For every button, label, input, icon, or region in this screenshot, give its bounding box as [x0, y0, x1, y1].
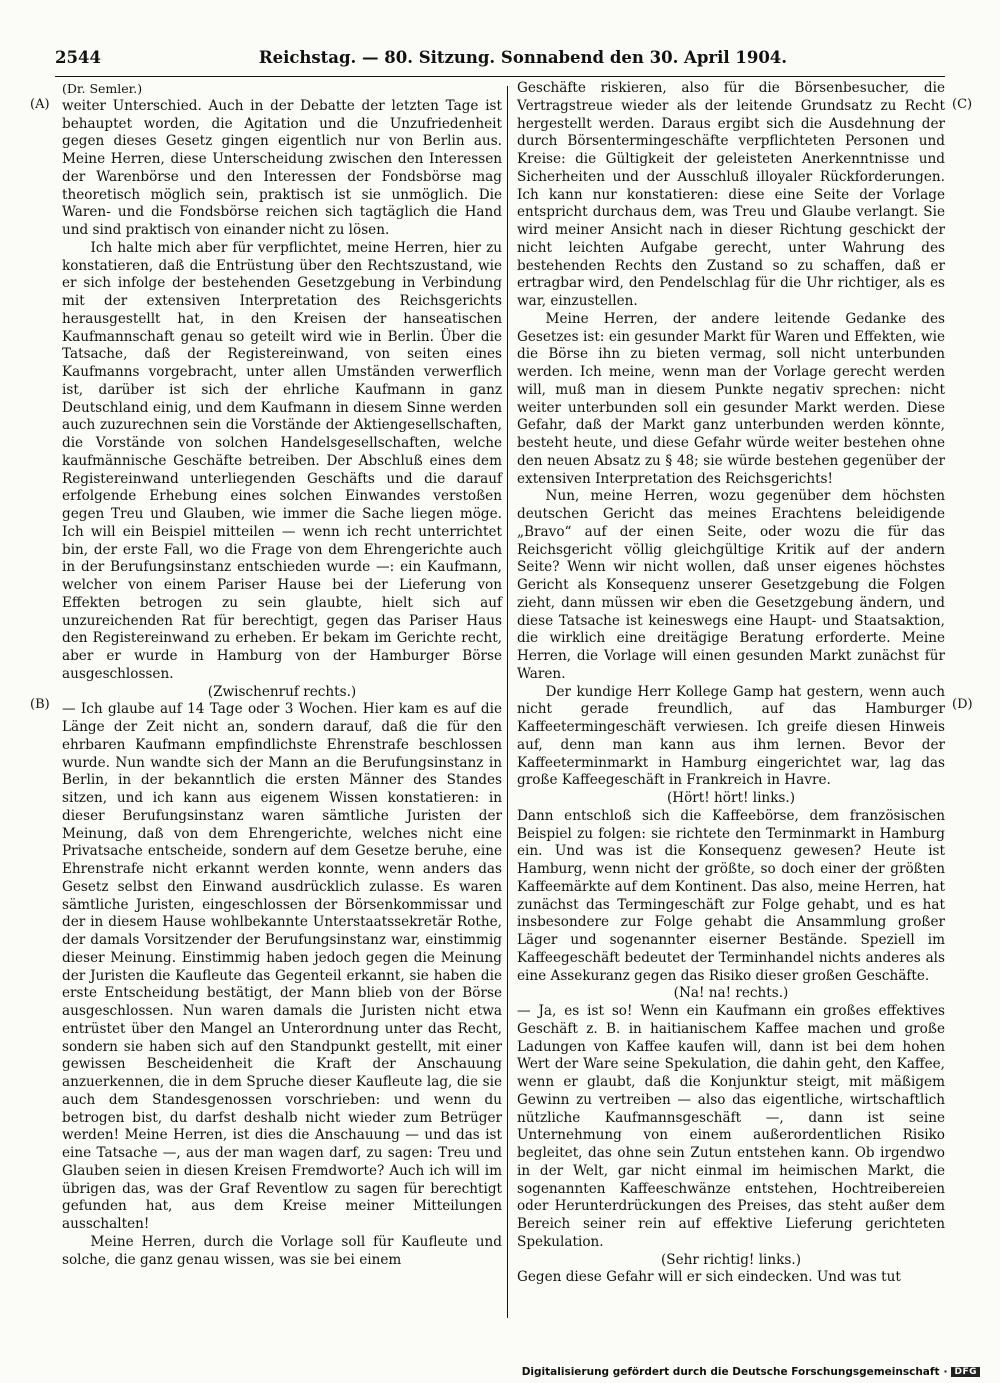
paragraph: Gegen diese Gefahr will er sich eindecken. Und was tut — [517, 1269, 901, 1286]
page-header — [55, 48, 945, 74]
paragraph: weiter Unterschied. Auch in der Debatte der letzten Tage ist behauptet worden, die Agitation und die Unzufriedenheit gegen dieses Gesetz gingen eigentlich nur von Berlin aus. Meine Herren, diese Unterscheidung zwischen den Interessen der Warenbörse und den Interessen der Fondsbörse mag theoretisch möglich sein, praktisch ist sie unmöglich. Die Waren- und die Fondsbörse reichen sich tagtäglich die Hand und sind praktisch von einander nicht zu lösen. — [62, 97, 502, 238]
footer-text: Digitalisierung gefördert durch die Deutsche Forschungsgemeinschaft — [521, 1366, 940, 1378]
paragraph: Meine Herren, der andere leitende Gedanke des Gesetzes ist: ein gesunder Markt für Waren und Effekten, wie die Börse ihn zu bieten vermag, soll nicht unterbunden werden. Ich meine, wenn man der Vorlage gerecht werden will, muß man in diesem Punkte negativ sprechen: nicht weiter unterbunden soll ein gesunder Markt werden. Diese Gefahr, daß der Markt ganz unterbunden werden könnte, besteht heute, und diese Gefahr würde weiter bestehen ohne den neuen Absatz zu § 48; sie würde bestehen gegenüber der extensiven Interpretation des Reichsgerichts! — [517, 310, 945, 487]
interjection: (Hört! hört! links.) — [666, 790, 796, 806]
right-column — [517, 80, 945, 1287]
margin-marker-c: (C) — [952, 97, 973, 112]
margin-marker-b: (B) — [30, 697, 50, 712]
margin-marker-a: (A) — [30, 97, 50, 112]
running-title: Reichstag. — 80. Sitzung. Sonnabend den 30. April 1904. — [258, 48, 788, 67]
paragraph: Geschäfte riskieren, also für die Börsenbesucher, die Vertragstreue wieder als der leitende Grundsatz zu Recht hergestellt werden. Daraus ergibt sich die Ausdehnung der durch Börsentermingeschäfte verpflichteten Personen und Kreise: die Gültigkeit der geleisteten Anerkenntnisse und Sicherheiten und der Ausschluß illoyaler Rückforderungen. Ich kann nur konstatieren: diese eine Seite der Vorlage entspricht durchaus dem, was Treu und Glaube verlangt. Sie wird meiner Ansicht nach in dieser Richtung geschickt der nicht leichten Aufgabe gerecht, unter Wahrung des bestehenden Rechts den Zustand so zu schaffen, daß er ertragbar wird, den Pendelschlag für die Uhr richtiger, als es war, einzustellen. — [517, 80, 945, 309]
interjection: (Na! na! rechts.) — [673, 985, 789, 1002]
interjection: (Sehr richtig! links.) — [660, 1251, 802, 1268]
header-rule — [55, 76, 945, 77]
paragraph: Dann entschloß sich die Kaffeebörse, dem französischen Beispiel zu folgen: sie richtete den Terminmarkt in Hamburg ein. Und was ist die Konsequenz gewesen? Heute ist Hamburg, wenn nicht der größte, so doch einer der größten Kaffeemärkte auf dem Kontinent. Das also, meine Herren, hat zunächst das Termingeschäft zur Folge gehabt, und es hat insbesondere zur Folge gehabt die Ansammlung großer Läger und sogenannter eiserner Bestände. Speziell im Kaffeegeschäft bedeutet der Terminhandel nichts anderes als eine Assekuranz gegen das Risiko dieser großen Geschäfte. — [517, 807, 945, 984]
column-divider — [507, 86, 508, 1318]
digitization-footer: Digitalisierung gefördert durch die Deutsche Forschungsgemeinschaft · DFG — [522, 1366, 980, 1378]
page-number: 2544 — [55, 48, 101, 67]
margin-marker-d: (D) — [952, 697, 973, 712]
paragraph: Nun, meine Herren, wozu gegenüber dem höchsten deutschen Gericht das meines Erachtens beleidigende „Bravo“ auf der einen Seite, oder wozu die für das Reichsgericht völlig gleichgültige Kritik auf der andern Seite? Wenn wir nicht wollen, daß unser eigenes höchstes Gericht als Konsequenz unserer Gesetzgebung die Folgen zieht, dann müssen wir eben die Gesetzgebung ändern, und diese Tatsache ist keineswegs eine Haupt- und Staatsaktion, die wirklich eine dreitägige Beratung erforderte. Meine Herren, die Vorlage will einen gesunden Markt zunächst für Waren. — [517, 488, 945, 682]
paragraph: Ich halte mich aber für verpflichtet, meine Herren, hier zu konstatieren, daß die Entrüstung über den Rechtszustand, wie er sich infolge der bestehenden Gesetzgebung in Verbindung mit der extensiven Interpretation des Reichsgerichts herausgestellt hat, in den Kreisen der hanseatischen Kaufmannschaft genau so geteilt wird wie in Berlin. Über die Tatsache, daß der Registereinwand, von seiten eines Kaufmanns vorgebracht, unter allen Umständen verwerflich ist, darüber ist sich der ehrliche Kaufmann in ganz Deutschland einig, und dem Kaufmann in diesem Sinne werden auch zuzurechnen sein die Vorstände der Aktiengesellschaften, die Vorstände von solchen Handelsgesellschaften, welche kaufmännische Geschäfte betreiben. Der Abschluß eines dem Registereinwand unterliegenden Geschäfts und die darauf erfolgende Erhebung eines solchen Einwandes verstoßen gegen Treu und Glauben, wie immer die Sache liegen möge. Ich will ein Beispiel mitteilen — wenn ich recht unterrichtet bin, der erste Fall, wo die Frage von dem Ehrengerichte auch in der Berufungsinstanz entschieden wurde —: ein Kaufmann, welcher von einem Pariser Hause bei der Lieferung von Effekten betrogen zu sein glaubte, hielt sich auf unzureichenden Rat für berechtigt, gegen das Pariser Haus den Registereinwand zu erheben. Er bekam im Gerichte recht, aber er wurde in Hamburg von der Hamburger Börse ausgeschlossen. — [62, 239, 502, 682]
paragraph: — Ja, es ist so! Wenn ein Kaufmann ein großes effektives Geschäft z. B. in haitianischem Kaffee machen und große Ladungen von Kaffee kaufen will, dann ist bei dem hohen Wert der Ware seine Spekulation, die dahin geht, den Kaffee, wenn er glaubt, daß die Konjunktur steigt, mit mäßigem Gewinn zu vertreiben — also das eigentliche, wirtschaftlich nützliche Kaufmannsgeschäft —, dann ist seine Unternehmung von einem außerordentlichen Risiko begleitet, das ohne sein Zutun entstehen kann. Ob irgendwo in der Welt, gar nicht einmal im heimischen Markt, die sogenannten Kaffeeschwänze entstehen, Hochtreibereien oder Herunterdrückungen des Preises, das steht außer dem Bereich seiner rein auf effektive Lieferung gerichteten Spekulation. — [517, 1003, 945, 1250]
dfg-logo: DFG — [951, 1367, 980, 1377]
paragraph: Der kundige Herr Kollege Gamp hat gestern, wenn auch nicht gerade freundlich, auf das Hamburger Kaffeetermingeschäft verwiesen. Ich greife diesen Hinweis auf, denn man kann aus ihm lernen. Bevor der Kaffeeterminmarkt in Hamburg eingerichtet war, lag das große Kaffeegeschäft in Frankreich in Havre. — [517, 683, 945, 789]
paragraph: — Ich glaube auf 14 Tage oder 3 Wochen. Hier kam es auf die Länge der Zeit nicht an, sondern darauf, daß die für den ehrbaren Kaufmann empfindlichste Ehrenstrafe beschlossen wurde. Nun wandte sich der Mann an die Berufungsinstanz in Berlin, in der bekanntlich die ersten Männer des Standes sitzen, und ich kann aus eigenem Wissen konstatieren: in dieser Berufungsinstanz waren sämtliche Juristen der Meinung, daß von dem Ehrengerichte, welches nicht eine Privatsache entscheide, sondern auf dem Gesetze beruhe, eine Ehrenstrafe nicht erkannt werden konnte, wenn anders das Gesetz selbst den Einwand ausdrücklich zulasse. Es waren sämtliche Juristen, eingeschlossen der Börsenkommissar und der in diesem Hause wohlbekannte Unterstaatssekretär Rothe, der damals Vorsitzender der Berufungsinstanz war, einstimmig dieser Meinung. Einstimmig haben jedoch gegen die Meinung der Juristen die Kaufleute das Gegenteil erkannt, sie haben die erste Entscheidung bestätigt, der Mann blieb von der Börse ausgeschlossen. Nun waren damals die Juristen nicht etwa entrüstet über den Mangel an Unterordnung unter das Recht, sondern sie haben sich auf den Standpunkt gestellt, mit einer gewissen Bescheidenheit die Kraft der Anschauung anzuerkennen, die in dem Spruche dieser Kaufleute lag, die sie auch dem Standesgenossen vorschrieben: und wenn du betrogen bist, du darfst deshalb nicht wieder zum Betrüger werden! Meine Herren, ist dies die Anschauung — und das ist eine Tatsache —, aus der man wagen darf, zu sagen: Treu und Glauben seien in diesen Kreisen Fremdworte? Auch ich will im übrigen das, was der Graf Reventlow zu sagen für berechtigt gefunden hat, aus dem Kreise meiner Mitteilungen ausschalten! — [62, 701, 502, 1232]
left-column — [62, 80, 502, 1269]
speaker-label: (Dr. Semler.) — [62, 81, 143, 96]
paragraph: Meine Herren, durch die Vorlage soll für Kaufleute und solche, die ganz genau wissen, was sie bei einem — [62, 1233, 502, 1268]
interjection: (Zwischenruf rechts.) — [207, 683, 357, 700]
